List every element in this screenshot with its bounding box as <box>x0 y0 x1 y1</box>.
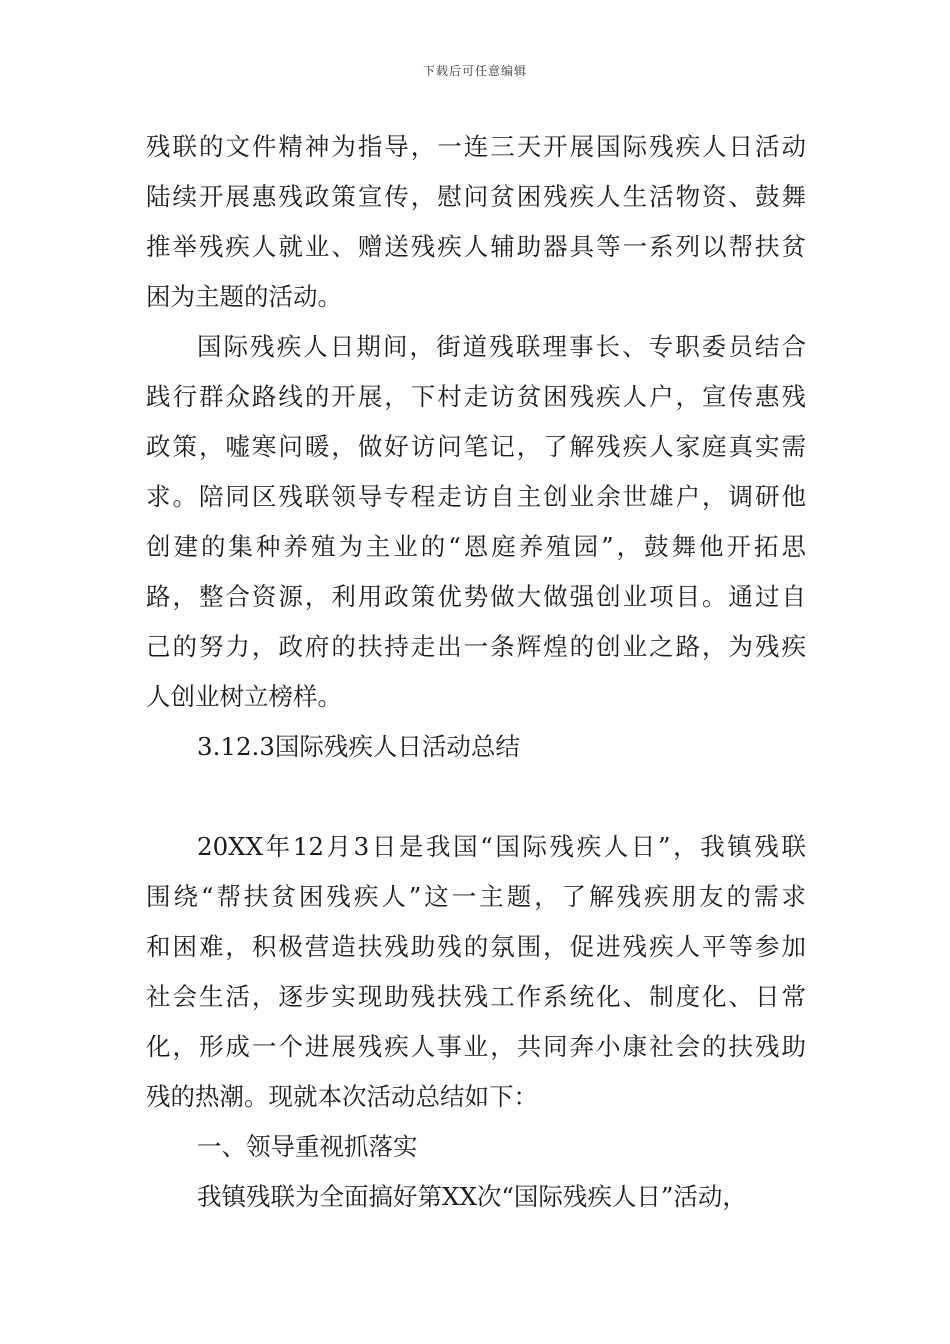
text-line: 路，整合资源，利用政策优势做大做强创业项目。通过自 <box>146 582 806 611</box>
paragraph-4 <box>146 1172 806 1222</box>
text-line: 人创业树立榜样。 <box>146 682 342 711</box>
text-line: 政策，嘘寒问暖，做好访问笔记，了解残疾人家庭真实需 <box>146 432 806 461</box>
text-line: 残的热潮。现就本次活动总结如下： <box>146 1082 538 1111</box>
text-line: 社会生活，逐步实现助残扶残工作系统化、制度化、日常 <box>146 982 806 1011</box>
text-line: 创建的集种养殖为主业的“恩庭养殖园”，鼓舞他开拓思 <box>146 532 806 561</box>
text-line: 陆续开展惠残政策宣传，慰问贫困残疾人生活物资、鼓舞 <box>146 182 806 211</box>
section-title: 3.12.3国际残疾人日活动总结 <box>197 732 520 761</box>
paragraph-1 <box>146 122 806 322</box>
paragraph-3 <box>146 822 806 1122</box>
text-line: 围绕“帮扶贫困残疾人”这一主题，了解残疾朋友的需求 <box>146 882 806 911</box>
text-line: 和困难，积极营造扶残助残的氛围，促进残疾人平等参加 <box>146 932 806 961</box>
text-line: 践行群众路线的开展，下村走访贫困残疾人户，宣传惠残 <box>146 382 806 411</box>
text-line: 化，形成一个进展残疾人事业，共同奔小康社会的扶残助 <box>146 1032 806 1061</box>
blank-line <box>146 772 806 822</box>
text-line: 己的努力，政府的扶持走出一条辉煌的创业之路，为残疾 <box>146 632 806 661</box>
text-line: 困为主题的活动。 <box>146 282 342 311</box>
paragraph-2 <box>146 322 806 722</box>
document-body <box>146 122 806 1222</box>
text-line: 求。陪同区残联领导专程走访自主创业余世雄户，调研他 <box>146 482 806 511</box>
text-line: 我镇残联为全面搞好第XX次“国际残疾人日”活动， <box>197 1182 747 1211</box>
text-line: 20XX年12月3日是我国“国际残疾人日”，我镇残联 <box>197 832 806 861</box>
text-line: 残联的文件精神为指导，一连三天开展国际残疾人日活动 <box>146 132 806 161</box>
subheading: 一、领导重视抓落实 <box>197 1132 418 1161</box>
page-header: 下载后可任意编辑 <box>422 64 527 78</box>
text-line: 推举残疾人就业、赠送残疾人辅助器具等一系列以帮扶贫 <box>146 232 806 261</box>
text-line: 国际残疾人日期间，街道残联理事长、专职委员结合 <box>197 332 806 361</box>
